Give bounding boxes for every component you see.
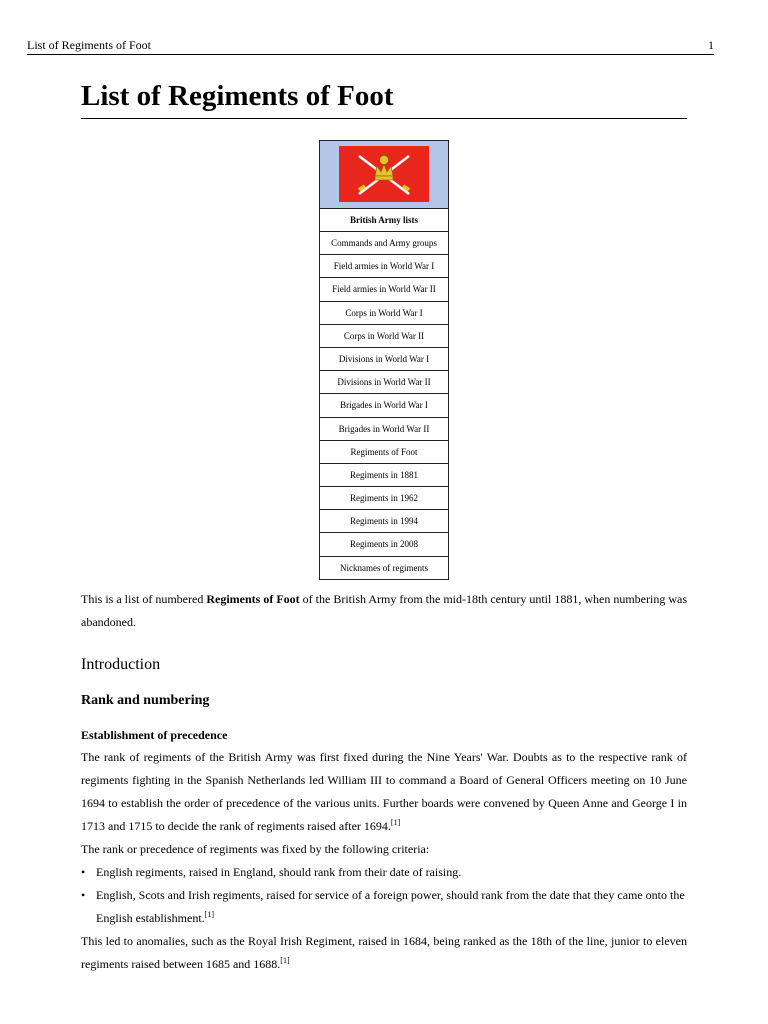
reference-link[interactable]: [1] (204, 910, 214, 919)
intro-text-before: This is a list of numbered (81, 592, 207, 606)
running-header (27, 38, 714, 55)
page-number: 1 (708, 38, 714, 52)
navbox-link-brigades-ww1[interactable]: Brigades in World War I (320, 394, 448, 417)
intro-text-after: of the British Army from the mid-18th century until 1881, when numbering was abandoned. (81, 592, 687, 629)
criteria-list (81, 861, 687, 930)
navbox-link-field-armies-ww2[interactable]: Field armies in World War II (320, 278, 448, 301)
reference-link[interactable]: [1] (280, 956, 290, 965)
navbox-link-brigades-ww2[interactable]: Brigades in World War II (320, 418, 448, 441)
navbox-heading: British Army lists (320, 209, 448, 232)
navbox-link-nicknames[interactable]: Nicknames of regiments (340, 562, 428, 573)
navbox-link-commands[interactable]: Commands and Army groups (320, 232, 448, 255)
intro-bold-term: Regiments of Foot (206, 592, 300, 606)
navbox-link-regiments-1994[interactable]: Regiments in 1994 (320, 510, 448, 533)
paragraph-rank-history (81, 746, 687, 838)
list-item (96, 861, 687, 884)
criteria-item-text: English regiments, raised in England, should rank from their date of raising. (96, 865, 462, 879)
navbox-link-regiments-2008[interactable]: Regiments in 2008 (320, 533, 448, 556)
heading-introduction: Introduction (81, 656, 161, 673)
navbox-link-corps-ww1[interactable]: Corps in World War I (320, 302, 448, 325)
page-title: List of Regiments of Foot (81, 78, 687, 119)
british-army-flag-icon (339, 146, 429, 202)
article-body (81, 588, 687, 976)
reference-link[interactable]: [1] (390, 818, 401, 827)
navbox-link-divisions-ww2[interactable]: Divisions in World War II (320, 371, 448, 394)
navbox-link-regiments-1881[interactable]: Regiments in 1881 (320, 464, 448, 487)
paragraph-criteria-intro: The rank or precedence of regiments was fixed by the following criteria: (81, 842, 430, 856)
criteria-item-text: English, Scots and Irish regiments, raised for service of a foreign power, should rank from the date that they came onto the English establishment. (96, 888, 685, 925)
navbox-link-divisions-ww1[interactable]: Divisions in World War I (320, 348, 448, 371)
navbox-link-field-armies-ww1[interactable]: Field armies in World War I (320, 255, 448, 278)
british-army-lists-navbox (319, 140, 449, 580)
paragraph-anomalies-text: This led to anomalies, such as the Royal Irish Regiment, raised in 1684, being ranked as the 18th of the line, junior to eleven regiments raised between 1685 and 1688. (81, 934, 687, 971)
navbox-link-regiments-1962[interactable]: Regiments in 1962 (320, 487, 448, 510)
running-header-title: List of Regiments of Foot (27, 38, 151, 52)
navbox-link-corps-ww2[interactable]: Corps in World War II (320, 325, 448, 348)
list-item (96, 884, 687, 930)
heading-establishment-of-precedence: Establishment of precedence (81, 728, 228, 742)
paragraph-rank-history-text: The rank of regiments of the British Army was first fixed during the Nine Years' War. Doubts as to the respective rank of regiments fighting in the Spanish Netherlands led William III to command a Board of General Officers meeting on 10 June 1694 to establish the order of precedence of the various units. Further boards were convened by Queen Anne and George I in 1713 and 1715 to decide the rank of regiments raised after 1694. (81, 750, 687, 833)
paragraph-anomalies (81, 930, 687, 976)
intro-paragraph (81, 588, 687, 634)
navbox-flag-cell (320, 141, 448, 209)
navbox-link-regiments-of-foot[interactable]: Regiments of Foot (320, 441, 448, 464)
heading-rank-and-numbering: Rank and numbering (81, 693, 210, 708)
